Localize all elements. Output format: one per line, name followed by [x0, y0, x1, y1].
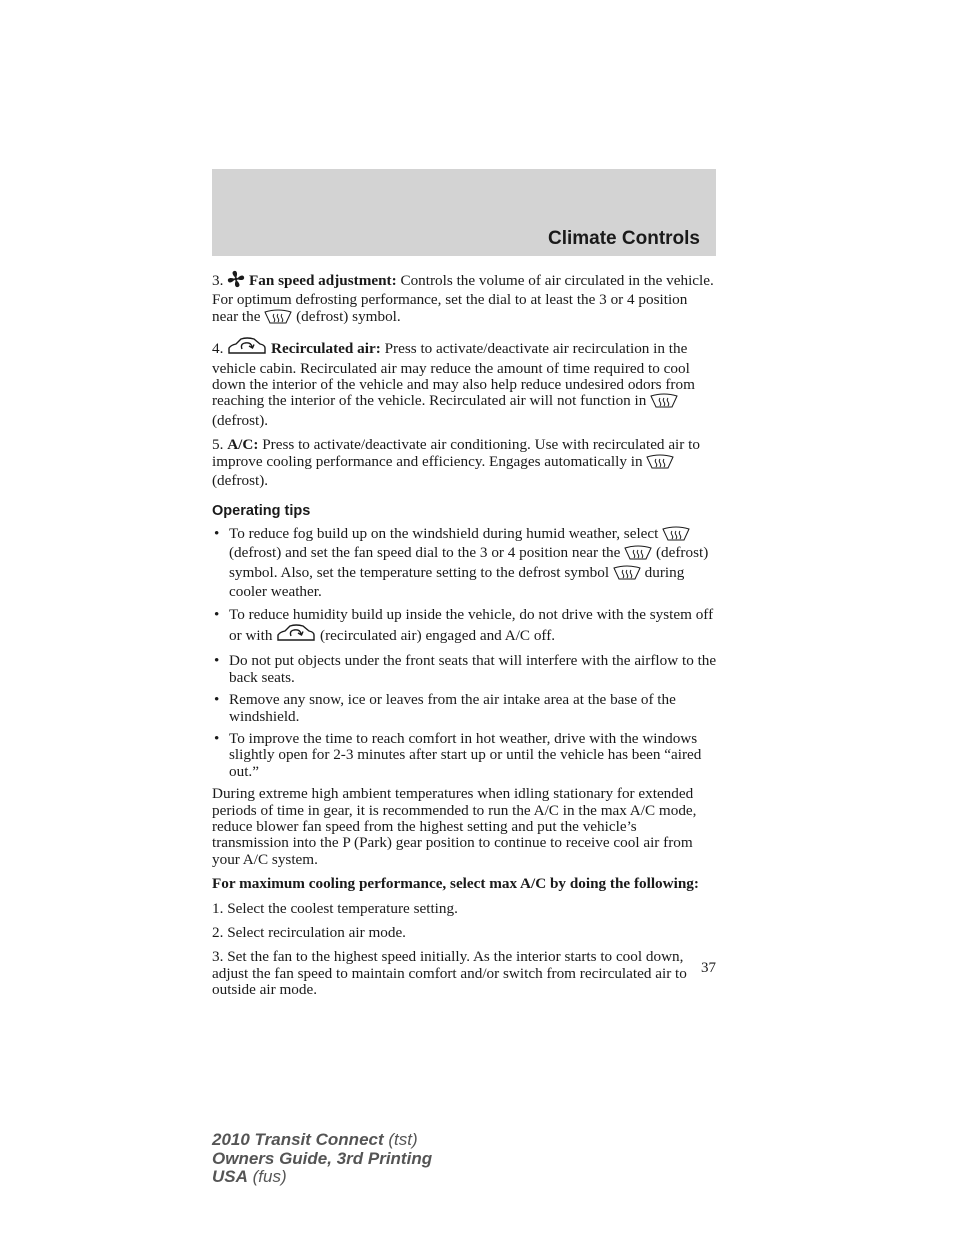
defrost-icon	[613, 565, 641, 584]
page-title: Climate Controls	[547, 228, 700, 249]
extreme-temperatures-paragraph: During extreme high ambient temperatures when idling stationary for extended periods of time in gear, it is recommended to run the A/C in the max A/C mode, reduce blower fan speed from the highest setting and put the vehicle’s transmission into the P (Park) gear position to continue to receive cool air from your A/C system.	[212, 785, 697, 868]
page-number: 37	[701, 960, 716, 976]
ac-label: A/C:	[227, 436, 259, 454]
max-cooling-step: 3. Set the fan to the highest speed initially. As the interior starts to cool down, adjust the fan speed to maintain comfort and/or switch from recirculated air to outside air mode.	[212, 948, 687, 999]
list-item: • To improve the time to reach comfort in hot weather, drive with the windows slightly open for 2-3 minutes after start up or until the vehicle has been “aired out.”	[212, 731, 717, 780]
footer-line: USA (fus)	[212, 1167, 287, 1186]
footer	[212, 1131, 432, 1187]
defrost-icon	[624, 545, 652, 564]
recirculation-icon	[227, 336, 267, 360]
item-number: 4.	[212, 340, 224, 358]
max-cooling-heading: For maximum cooling performance, select max A/C by doing the following:	[212, 875, 699, 893]
item-number: 5.	[212, 436, 224, 454]
operating-tips-list	[212, 526, 717, 780]
item-number: 3.	[212, 272, 224, 289]
header-band	[212, 169, 716, 256]
defrost-icon	[650, 393, 678, 412]
list-item: • To reduce fog build up on the windshield during humid weather, select (defrost) and set the fan speed dial to the 3 or 4 position near the (defrost) symbol. Also, set the temperature setting to the defrost symbol during cooler weather.	[212, 526, 717, 601]
fan-speed-label: Fan speed adjustment:	[248, 272, 397, 289]
footer-line: Owners Guide, 3rd Printing	[212, 1148, 433, 1168]
list-item: • To reduce humidity build up inside the vehicle, do not drive with the system off or with (recirculated air) engaged and A/C off.	[212, 607, 717, 648]
recirculation-icon	[276, 623, 316, 647]
list-item: • Remove any snow, ice or leaves from the air intake area at the base of the windshield.	[212, 692, 717, 725]
list-item: • Do not put objects under the front seats that will interfere with the airflow to the back seats.	[212, 653, 717, 686]
max-cooling-step: 2. Select recirculation air mode.	[212, 924, 406, 941]
item-ac: 5. A/C: Press to activate/deactivate air conditioning. Use with recirculated air to improve cooling performance and efficiency. Engages automatically in (defrost).	[212, 436, 700, 490]
item-fan-speed: 3. Fan speed adjustment: Controls the volume of air circulated in the vehicle. For optimum defrosting performance, set the dial to at least the 3 or 4 position near the (defrost) symbol.	[212, 270, 717, 328]
page-content	[212, 270, 717, 1007]
defrost-icon	[264, 309, 292, 328]
max-cooling-step: 1. Select the coolest temperature setting.	[212, 899, 458, 917]
footer-line: 2010 Transit Connect (tst)	[212, 1130, 418, 1149]
item-recirculated-air: 4. Recirculated air: Press to activate/deactivate air recirculation in the vehicle cabin. Recirculated air may reduce the amount of time required to cool down the interior of the vehicle and may also help reduce undesired odors from reaching the interior of the vehicle. Recirculated air will not function in (defrost).	[212, 336, 717, 429]
recirculated-air-label: Recirculated air:	[270, 340, 381, 358]
fan-icon	[227, 270, 245, 292]
defrost-icon	[646, 454, 674, 473]
operating-tips-heading: Operating tips	[212, 503, 311, 520]
defrost-icon	[662, 526, 690, 545]
